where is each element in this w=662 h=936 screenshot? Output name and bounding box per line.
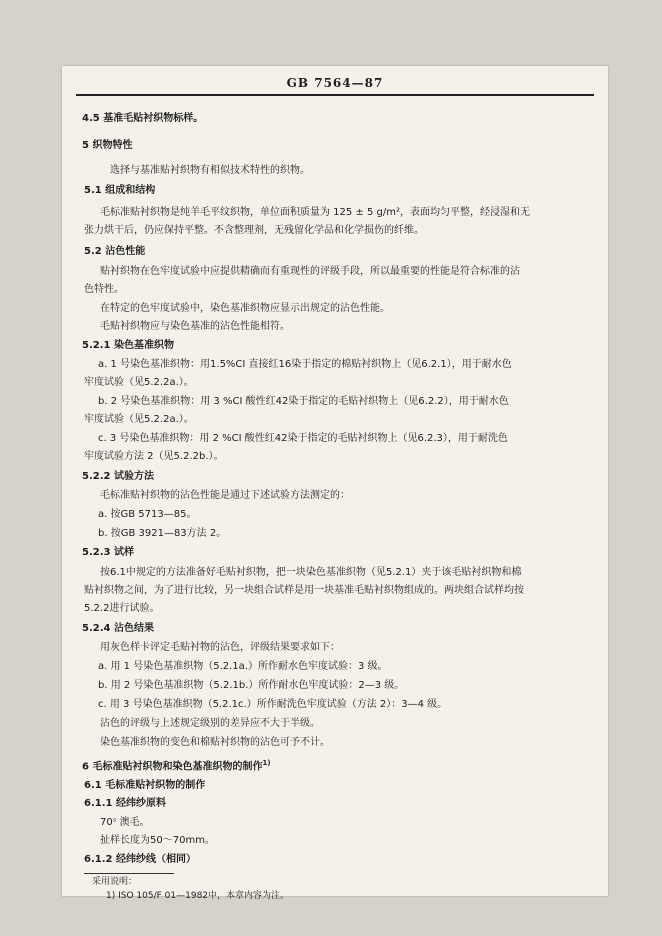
paragraph: 染色基准织物的变色和棉贴衬织物的沾色可予不计。 bbox=[100, 737, 330, 748]
list-item: a. 用 1 号染色基准织物（5.2.1a.）所作耐水色牢度试验：3 级。 bbox=[98, 661, 388, 672]
paragraph: 70ˢ 澳毛。 bbox=[100, 817, 150, 828]
paragraph: 沾色的评级与上述规定级别的差异应不大于半级。 bbox=[100, 718, 320, 729]
clause-4-5: 4.5 基准毛贴衬织物标样。 bbox=[82, 113, 204, 124]
list-item: b. 按GB 3921—83方法 2。 bbox=[98, 528, 227, 539]
document-page bbox=[62, 66, 608, 901]
paragraph: 选择与基准贴衬织物有相似技术特性的织物。 bbox=[110, 165, 310, 176]
paragraph: 扯样长度为50～70mm。 bbox=[100, 835, 215, 846]
section-5-heading: 5 织物特性 bbox=[82, 140, 133, 151]
footnote-heading: 采用说明： bbox=[92, 877, 138, 887]
section-6-heading bbox=[82, 757, 271, 773]
section-5-2-3-heading: 5.2.3 试样 bbox=[82, 547, 134, 558]
list-item: a. 按GB 5713—85。 bbox=[98, 509, 197, 520]
standard-number-header: GB 7564—87 bbox=[286, 76, 384, 90]
list-item: c. 3 号染色基准织物：用 2 %CI 酸性红42染于指定的毛贴衬织物上（见6.2.3），用于耐洗色 bbox=[98, 433, 508, 444]
header-rule bbox=[76, 94, 594, 96]
paragraph: 毛标准贴衬织物的沾色性能是通过下述试验方法测定的： bbox=[100, 490, 350, 501]
footnote-rule bbox=[84, 873, 174, 874]
list-item: 牢度试验方法 2（见5.2.2b.）。 bbox=[84, 451, 224, 462]
paragraph: 用灰色样卡评定毛贴衬物的沾色，评级结果要求如下： bbox=[100, 642, 340, 653]
list-item: b. 2 号染色基准织物：用 3 %CI 酸性红42染于指定的毛贴衬织物上（见6.2.2），用于耐水色 bbox=[98, 396, 509, 407]
footnote-marker: 1) bbox=[262, 759, 271, 767]
section-5-2-4-heading: 5.2.4 沾色结果 bbox=[82, 623, 154, 634]
paragraph: 在特定的色牢度试验中，染色基准织物应显示出规定的沾色性能。 bbox=[100, 303, 390, 314]
section-6-title: 6 毛标准贴衬织物和染色基准织物的制作 bbox=[82, 761, 263, 773]
list-item: c. 用 3 号染色基准织物（5.2.1c.）所作耐洗色牢度试验（方法 2）：3—4 级。 bbox=[98, 699, 448, 710]
paragraph: 5.2.2进行试验。 bbox=[84, 603, 160, 614]
section-5-2-2-heading: 5.2.2 试验方法 bbox=[82, 471, 154, 482]
section-6-1-heading: 6.1 毛标准贴衬织物的制作 bbox=[84, 780, 206, 791]
list-item: 牢度试验（见5.2.2a.）。 bbox=[84, 414, 194, 425]
section-6-1-1-heading: 6.1.1 经纬纱原料 bbox=[84, 798, 166, 809]
section-5-2-heading: 5.2 沾色性能 bbox=[84, 246, 146, 257]
paragraph: 张力烘干后，仍应保持平整。不含整理剂，无残留化学品和化学损伤的纤维。 bbox=[84, 225, 424, 236]
section-6-1-2-heading: 6.1.2 经纬纱线（相同） bbox=[84, 854, 196, 865]
list-item: a. 1 号染色基准织物：用1.5%CI 直接红16染于指定的棉贴衬织物上（见6.2.1），用于耐水色 bbox=[98, 359, 512, 370]
footnote-text: 1) ISO 105/F 01—1982中，本章内容为注。 bbox=[106, 891, 290, 901]
paragraph: 毛贴衬织物应与染色基准的沾色性能相符。 bbox=[100, 321, 290, 332]
paragraph: 按6.1中规定的方法准备好毛贴衬织物，把一块染色基准织物（见5.2.1）夹于该毛贴衬织物和棉 bbox=[100, 567, 522, 578]
paragraph: 色特性。 bbox=[84, 284, 124, 295]
paragraph: 毛标准贴衬织物是纯羊毛平纹织物，单位面积质量为 125 ± 5 g/m²，表面均匀平整，经浸湿和无 bbox=[100, 207, 531, 218]
paragraph: 贴衬织物之间，为了进行比较，另一块组合试样是用一块基准毛贴衬织物组成的。两块组合试样均按 bbox=[84, 585, 524, 596]
paragraph: 贴衬织物在色牢度试验中应提供精确而有重现性的评级手段，所以最重要的性能是符合标准的沾 bbox=[100, 266, 520, 277]
list-item: 牢度试验（见5.2.2a.）。 bbox=[84, 377, 194, 388]
list-item: b. 用 2 号染色基准织物（5.2.1b.）所作耐水色牢度试验：2—3 级。 bbox=[98, 680, 405, 691]
section-5-2-1-heading: 5.2.1 染色基准织物 bbox=[82, 340, 174, 351]
section-5-1-heading: 5.1 组成和结构 bbox=[84, 185, 156, 196]
